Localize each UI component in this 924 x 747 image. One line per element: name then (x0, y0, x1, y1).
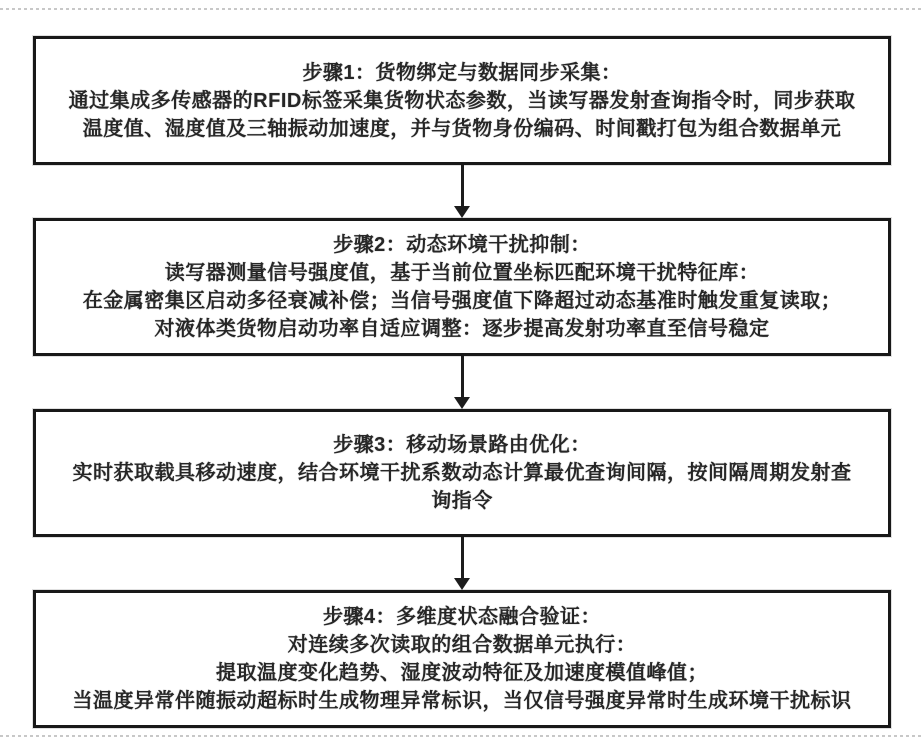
step-3-box (33, 409, 891, 537)
step-2-text-line: 读写器测量信号强度值，基于当前位置坐标匹配环境干扰特征库： (164, 262, 760, 284)
scan-artifact-bottom (0, 735, 924, 737)
arrow-shaft (461, 165, 464, 206)
arrow-head-down-icon (454, 578, 470, 590)
step-1-text-line: 温度值、湿度值及三轴振动加速度，并与货物身份编码、时间戳打包为组合数据单元 (82, 117, 842, 140)
step-3-text-line: 实时获取载具移动速度，结合环境干扰系数动态计算最优查询间隔，按间隔周期发射查 (72, 462, 852, 484)
step-2-text-line: 在金属密集区启动多径衰减补偿；当信号强度值下降超过动态基准时触发重复读取； (82, 290, 842, 312)
step-2-title: 步骤2：动态环境干扰抑制： (333, 234, 591, 256)
step-1-box (33, 36, 891, 165)
step-4-title: 步骤4：多维度状态融合验证： (322, 606, 602, 628)
arrow-head-down-icon (454, 206, 470, 218)
step-1-text-line: 通过集成多传感器的RFID标签采集货物状态参数，当读写器发射查询指令时，同步获取 (68, 89, 856, 112)
scan-artifact-top (0, 8, 924, 10)
step-2-box (33, 218, 891, 356)
step-4-text-line: 当温度异常伴随振动超标时生成物理异常标识，当仅信号强度异常时生成环境干扰标识 (72, 690, 852, 712)
flow-arrow-3 (454, 537, 470, 590)
arrow-shaft (461, 537, 464, 578)
step-3-title: 步骤3：移动场景路由优化： (333, 434, 591, 456)
flowchart (33, 36, 891, 728)
step-4-box (33, 590, 891, 728)
step-1-title: 步骤1：货物绑定与数据同步采集： (302, 61, 622, 84)
arrow-shaft (461, 356, 464, 397)
step-2-text-line: 对液体类货物启动功率自适应调整：逐步提高发射功率直至信号稳定 (154, 318, 770, 340)
flow-arrow-2 (454, 356, 470, 409)
flow-arrow-1 (454, 165, 470, 218)
arrow-head-down-icon (454, 397, 470, 409)
step-3-text-line: 询指令 (431, 490, 493, 512)
step-4-text-line: 对连续多次读取的组合数据单元执行： (287, 634, 637, 656)
step-4-text-line: 提取温度变化趋势、湿度波动特征及加速度模值峰值； (216, 662, 708, 684)
